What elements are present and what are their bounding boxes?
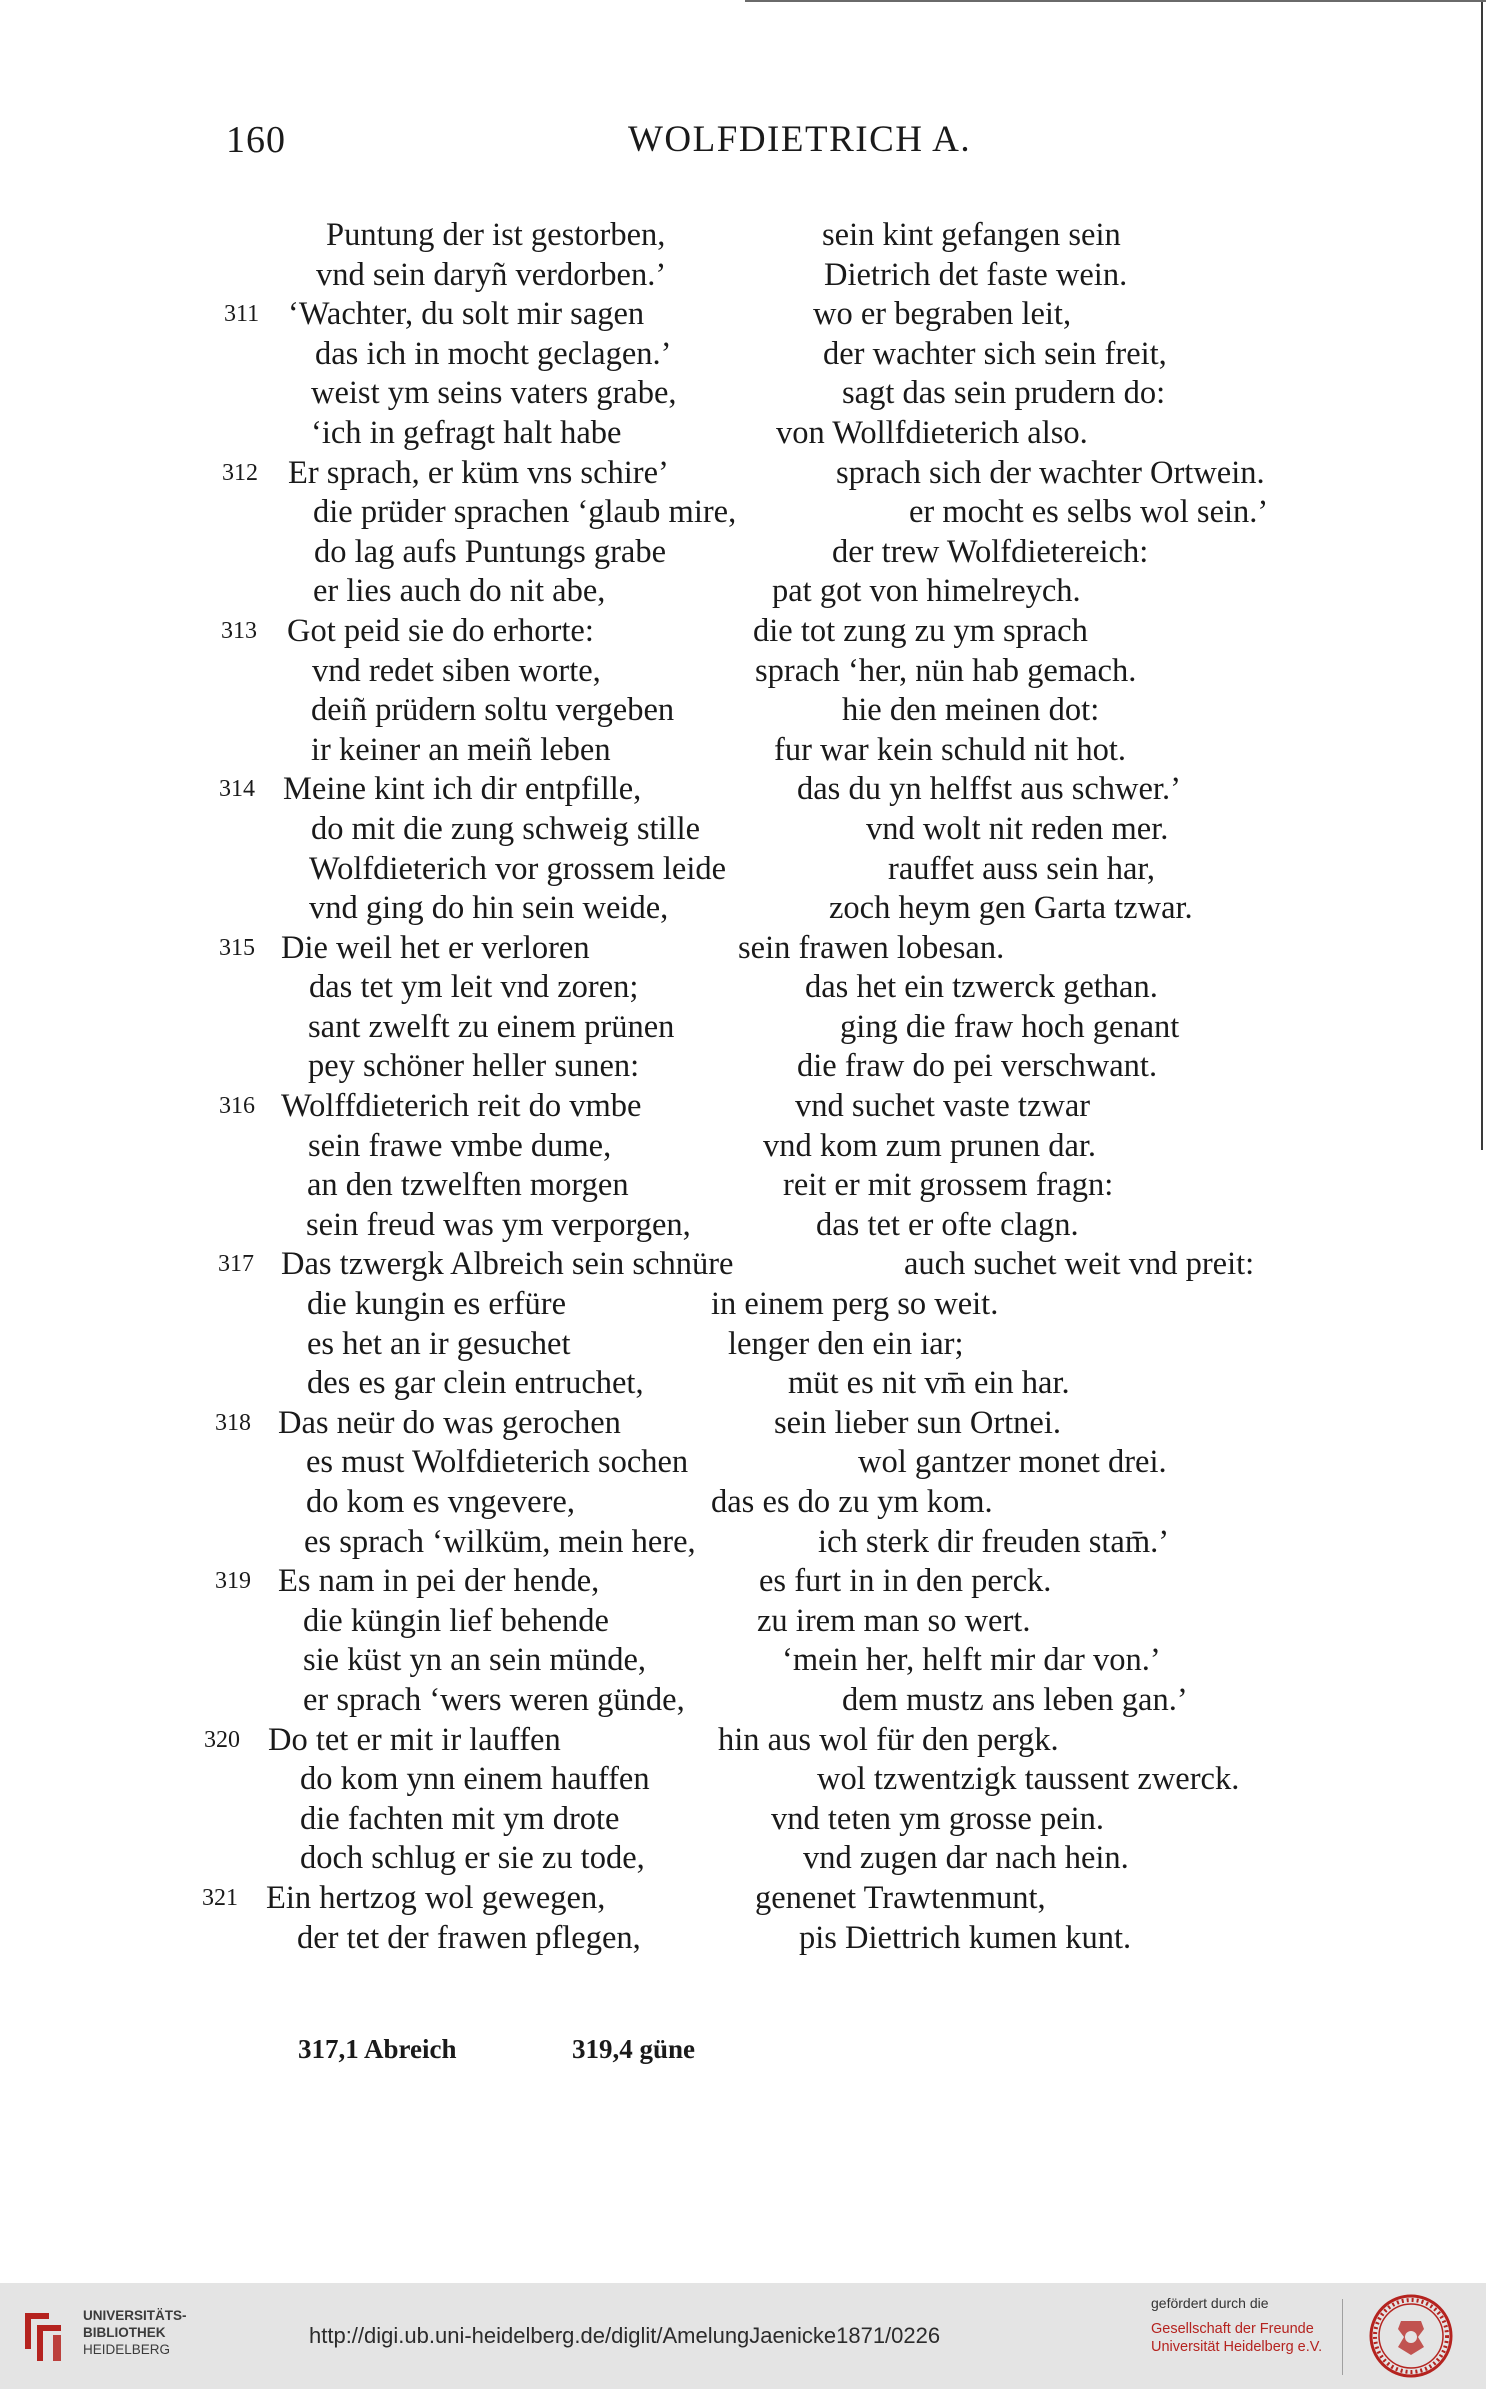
verse-second-half: es furt in in den perck. [759, 1563, 1052, 1600]
verse-first-half: ir keiner an meiñ leben [311, 731, 611, 768]
verse-first-half: pey schöner heller sunen: [308, 1048, 640, 1085]
sponsor-name-line: Universität Heidelberg e.V. [1151, 2339, 1323, 2355]
verse-second-half: der wachter sich sein freit, [823, 335, 1167, 372]
verse-line [0, 1562, 1486, 1602]
verse-second-half: wol gantzer monet drei. [858, 1444, 1167, 1481]
verse-line [0, 1008, 1486, 1048]
verse-second-half: sagt das sein prudern do: [842, 375, 1166, 412]
verse-second-half: vnd zugen dar nach hein. [803, 1840, 1129, 1877]
verse-first-half: do mit die zung schweig stille [311, 810, 701, 847]
verse-first-half: Got peid sie do erhorte: [287, 612, 594, 649]
verse-first-half: die prüder sprachen ‘glaub mire, [313, 494, 737, 531]
library-logo-icon[interactable] [15, 2305, 71, 2365]
verse-line [0, 1681, 1486, 1721]
verse-second-half: pat got von himelreych. [772, 573, 1081, 610]
verse-line [0, 889, 1486, 929]
verse-line [0, 1206, 1486, 1246]
verse-first-half: Wolffdieterich reit do vmbe [281, 1088, 642, 1125]
verse-line [0, 1721, 1486, 1761]
verse-line [0, 295, 1486, 335]
verse-first-half: die kungin es erfüre [307, 1286, 567, 1323]
sponsor-prefix: gefördert durch die [1151, 2295, 1269, 2311]
verse-second-half: vnd suchet vaste tzwar [795, 1088, 1091, 1125]
verse-line [0, 850, 1486, 890]
verse-first-half: sie küst yn an sein münde, [303, 1642, 647, 1679]
verse-first-half: vnd sein daryñ verdorben.’ [316, 256, 667, 293]
verse-second-half: in einem perg so weit. [711, 1286, 999, 1323]
verse-second-half: fur war kein schuld nit hot. [774, 731, 1127, 768]
verse-second-half: er mocht es selbs wol sein.’ [909, 494, 1269, 531]
stanza-number: 317 [218, 1251, 254, 1278]
verse-line [0, 1483, 1486, 1523]
stanza-number: 318 [215, 1409, 251, 1436]
verse-line [0, 572, 1486, 612]
verse-second-half: müt es nit vm̄ ein har. [788, 1365, 1070, 1402]
stanza-number: 320 [204, 1726, 240, 1753]
verse-second-half: genenet Trawtenmunt, [755, 1879, 1046, 1916]
verse-first-half: Puntung der ist gestorben, [326, 217, 666, 253]
verse-first-half: vnd redet siben worte, [312, 652, 601, 689]
verse-first-half: deiñ prüdern soltu vergeben [311, 692, 675, 729]
verse-first-half: die fachten mit ym drote [300, 1800, 620, 1837]
verse-line [0, 1404, 1486, 1444]
verse-second-half: Dietrich det faste wein. [824, 256, 1128, 293]
verse-first-half: sant zwelft zu einem prünen [308, 1008, 675, 1045]
verse-line [0, 929, 1486, 969]
stanza-number: 313 [221, 617, 257, 644]
verse-first-half: an den tzwelften morgen [307, 1167, 629, 1204]
verse-second-half: zu irem man so wert. [757, 1602, 1031, 1639]
verse-second-half: das het ein tzwerck gethan. [805, 969, 1158, 1006]
verse-line [0, 1166, 1486, 1206]
verse-first-half: sein freud was ym verporgen, [306, 1206, 691, 1243]
verse-first-half: Ein hertzog wol gewegen, [266, 1879, 606, 1916]
verse-line [0, 533, 1486, 573]
verse-line [0, 1087, 1486, 1127]
verse-second-half: auch suchet weit vnd preit: [904, 1246, 1255, 1283]
verse-first-half: do kom ynn einem hauffen [300, 1761, 650, 1798]
verse-second-half: hin aus wol für den pergk. [718, 1721, 1059, 1758]
page-number: 160 [226, 119, 286, 161]
verse-line [0, 652, 1486, 692]
verse-first-half: vnd ging do hin sein weide, [309, 890, 669, 927]
verse-line [0, 770, 1486, 810]
verse-first-half: Das neür do was gerochen [278, 1404, 621, 1441]
verse-first-half: Meine kint ich dir entpfille, [283, 771, 642, 808]
verse-second-half: ich sterk dir freuden stam̄.’ [818, 1523, 1170, 1560]
verse-first-half: der tet der frawen pflegen, [297, 1919, 641, 1956]
verse-first-half: do lag aufs Puntungs grabe [314, 533, 667, 570]
verse-first-half: doch schlug er sie zu tode, [300, 1840, 645, 1877]
apparatus-note: 319,4 güne [572, 2034, 696, 2064]
verse-line [0, 1839, 1486, 1879]
verse-first-half: Das tzwergk Albreich sein schnüre [281, 1246, 734, 1283]
verse-first-half: weist ym seins vaters grabe, [311, 375, 677, 412]
footer-divider [1342, 2299, 1343, 2375]
verse-second-half: sprach sich der wachter Ortwein. [836, 454, 1265, 491]
verse-second-half: die fraw do pei verschwant. [797, 1048, 1158, 1085]
verse-first-half: ‘ich in gefragt halt habe [311, 414, 622, 451]
verse-line [0, 810, 1486, 850]
verse-line [0, 1285, 1486, 1325]
verse-second-half: ‘mein her, helft mir dar von.’ [782, 1642, 1161, 1679]
verse-line [0, 1919, 1486, 1959]
verse-first-half: das tet ym leit vnd zoren; [309, 969, 639, 1006]
verse-second-half: vnd teten ym grosse pein. [771, 1800, 1105, 1837]
verse-second-half: von Wollfdieterich also. [776, 414, 1088, 451]
verse-second-half: das es do zu ym kom. [711, 1484, 993, 1520]
verse-second-half: der trew Wolfdietereich: [832, 533, 1149, 570]
verse-first-half: es het an ir gesuchet [307, 1325, 571, 1362]
verse-second-half: wo er begraben leit, [813, 296, 1072, 333]
verse-line [0, 968, 1486, 1008]
verse-line [0, 1047, 1486, 1087]
sponsor-name-line: Gesellschaft der Freunde [1151, 2321, 1314, 2337]
verse-first-half: er sprach ‘wers weren günde, [303, 1681, 685, 1718]
verse-first-half: sein frawe vmbe dume, [308, 1127, 612, 1164]
library-name-line: BIBLIOTHEK [83, 2325, 166, 2340]
library-name-line: HEIDELBERG [83, 2342, 171, 2357]
verse-line [0, 216, 1486, 256]
verse-second-half: wol tzwentzigk taussent zwerck. [817, 1761, 1240, 1798]
verse-second-half: reit er mit grossem fragn: [783, 1167, 1114, 1204]
verse-second-half: dem mustz ans leben gan.’ [842, 1681, 1188, 1718]
verse-second-half: hie den meinen dot: [842, 692, 1100, 729]
verse-second-half: sein kint gefangen sein [822, 217, 1121, 253]
verse-line [0, 1127, 1486, 1167]
verse-line [0, 731, 1486, 771]
verse-second-half: ging die fraw hoch genant [840, 1008, 1180, 1045]
verse-line [0, 335, 1486, 375]
verse-first-half: Es nam in pei der hende, [278, 1563, 600, 1600]
library-name [83, 2307, 187, 2358]
stanza-number: 319 [215, 1568, 251, 1595]
university-seal-icon [1368, 2293, 1454, 2379]
verse-line [0, 454, 1486, 494]
permalink-url[interactable]: http://digi.ub.uni-heidelberg.de/diglit/AmelungJaenicke1871/0226 [309, 2323, 941, 2348]
verse-line [0, 1879, 1486, 1919]
verse-first-half: ‘Wachter, du solt mir sagen [288, 296, 645, 333]
stanza-number: 314 [219, 776, 255, 803]
verse-line [0, 1364, 1486, 1404]
verse-second-half: das tet er ofte clagn. [816, 1206, 1079, 1243]
verse-line [0, 1760, 1486, 1800]
verse-second-half: zoch heym gen Garta tzwar. [829, 890, 1193, 927]
verse-line [0, 1602, 1486, 1642]
footer-bar [0, 2283, 1486, 2389]
running-title: WOLFDIETRICH A. [628, 119, 972, 160]
verse-first-half: des es gar clein entruchet, [307, 1365, 644, 1402]
sponsor-name[interactable] [1151, 2320, 1322, 2356]
verse-second-half: vnd wolt nit reden mer. [866, 810, 1169, 847]
verse-first-half: Er sprach, er küm vns schire’ [288, 454, 669, 491]
stanza-number: 315 [219, 934, 255, 961]
verse-second-half: lenger den ein iar; [728, 1325, 964, 1362]
verse-line [0, 1800, 1486, 1840]
stanza-number: 311 [224, 301, 260, 328]
verse-first-half: Wolfdieterich vor grossem leide [309, 850, 727, 887]
verse-second-half: die tot zung zu ym sprach [753, 612, 1088, 649]
verse-line [0, 256, 1486, 296]
stanza-number: 321 [202, 1884, 238, 1911]
verse-second-half: sprach ‘her, nün hab gemach. [755, 652, 1137, 689]
verse-first-half: Die weil het er verloren [281, 929, 590, 966]
verse-first-half: es sprach ‘wilküm, mein here, [304, 1523, 696, 1560]
verse-line [0, 414, 1486, 454]
stanza-number: 312 [222, 459, 258, 486]
apparatus-note: 317,1 Abreich [298, 2034, 457, 2064]
verse-first-half: die küngin lief behende [303, 1602, 609, 1639]
verse-second-half: sein lieber sun Ortnei. [774, 1404, 1062, 1441]
verse-line [0, 1443, 1486, 1483]
verse-first-half: do kom es vngevere, [306, 1484, 575, 1520]
critical-apparatus [0, 2034, 1486, 2074]
verse-second-half: pis Diettrich kumen kunt. [799, 1919, 1132, 1956]
verse-line [0, 1641, 1486, 1681]
verse-text [0, 216, 1486, 1958]
verse-line [0, 612, 1486, 652]
verse-second-half: rauffet auss sein har, [888, 850, 1156, 887]
page-edge-top [745, 0, 1486, 2]
page-header [0, 118, 1486, 168]
verse-first-half: Do tet er mit ir lauffen [268, 1721, 561, 1758]
verse-line [0, 1523, 1486, 1563]
verse-first-half: das ich in mocht geclagen.’ [315, 335, 672, 372]
verse-first-half: er lies auch do nit abe, [313, 573, 606, 610]
verse-line [0, 1245, 1486, 1285]
verse-line [0, 691, 1486, 731]
stanza-number: 316 [219, 1093, 255, 1120]
verse-second-half: sein frawen lobesan. [738, 929, 1005, 966]
verse-second-half: vnd kom zum prunen dar. [763, 1127, 1097, 1164]
library-name-line: UNIVERSITÄTS- [83, 2308, 187, 2323]
verse-line [0, 374, 1486, 414]
verse-line [0, 493, 1486, 533]
verse-second-half: das du yn helffst aus schwer.’ [797, 771, 1181, 808]
verse-first-half: es must Wolfdieterich sochen [306, 1444, 689, 1481]
verse-line [0, 1325, 1486, 1365]
